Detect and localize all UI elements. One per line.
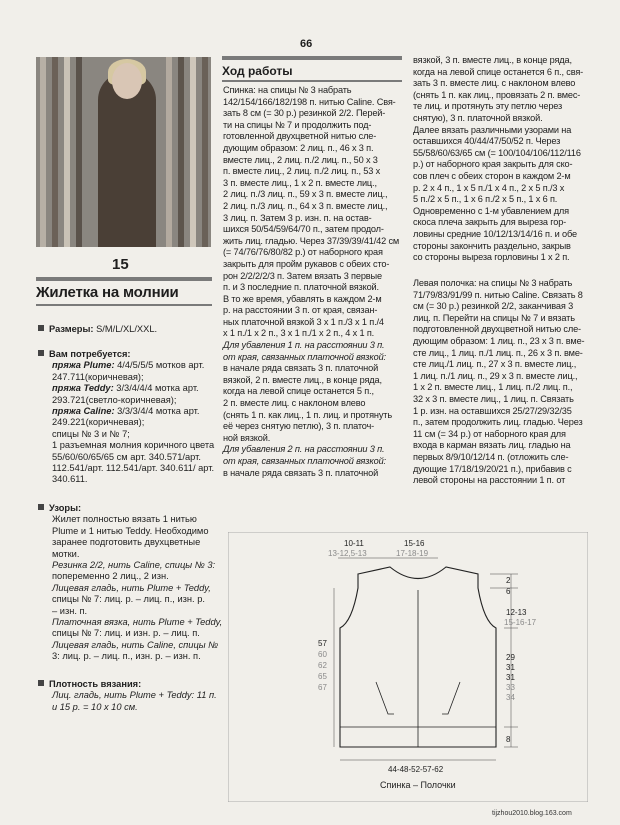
text-line: закрыть для пройм рукавов с обеих сто- — [223, 258, 390, 269]
dim-left-value: 60 — [318, 650, 327, 659]
text-line: 3: лиц. р. – лиц. п., изн. р. – изн. п. — [52, 651, 201, 662]
text-line: (= 74/76/76/80/82 р.) от наборного края — [223, 247, 383, 258]
text-line: Plume и 1 нитью Teddy. Необходимо — [52, 525, 209, 536]
text-line: когда на левой спице останется 5 п., — [223, 386, 374, 397]
dim-right-4-value: 31 — [506, 673, 515, 682]
text-line: мотки. — [52, 548, 80, 559]
bullet-square-icon — [38, 325, 44, 331]
dim-right-5: 8 — [506, 735, 511, 744]
text-line: скоса плеча закрыть для выреза гор- — [413, 217, 567, 228]
density-label: Плотность вязания: — [49, 679, 142, 689]
sizes-value: S/M/L/XL/XXL. — [96, 324, 158, 334]
text-line: р. на расстоянии 3 п. от края, связан- — [223, 305, 378, 316]
text-line: 5 п./2 х 5 п., 1 х 6 п./2 х 5 п., 1 х 6 п. — [413, 194, 558, 205]
dim-right-3: 12-13 — [506, 608, 527, 617]
text-line: 142/154/166/182/198 п. нитью Caline. Свя- — [223, 96, 396, 107]
patterns-label: Узоры: — [49, 503, 82, 513]
material-text: 293.721(светло-коричневая); — [52, 394, 177, 405]
material-line — [52, 474, 224, 485]
bullet-square-icon — [38, 680, 44, 686]
bullet-square-icon — [38, 504, 44, 510]
text-line: 71/79/83/91/99 п. нитью Caline. Связать 8 — [413, 289, 583, 300]
text-line: те лиц. и протянуть эту петлю через — [413, 101, 563, 112]
text-line: когда на левой спице останется 6 п., свя- — [413, 66, 584, 77]
text-line: спицы № 7: лиц. и изн. р. – лиц. п. — [52, 628, 200, 639]
text-line: подготовленной двухцветной нитью сле- — [413, 324, 581, 335]
yarn-name: пряжа Plume: — [52, 360, 115, 371]
text-line: п., затем продолжить лиц. гладью. Через — [413, 417, 583, 428]
text-line: левой стороны на расстоянии 1 п. от — [413, 475, 566, 486]
density-section — [38, 679, 224, 713]
yarn-name: пряжа Teddy: — [52, 383, 114, 394]
material-text: 249.221(коричневая); — [52, 417, 145, 428]
material-text: спицы № 3 и № 7; — [52, 428, 130, 439]
patterns-section — [38, 503, 224, 663]
text-line: зать 3 п. вместе лиц. с наклоном влево — [413, 78, 576, 89]
text-line: ти на спицы № 7 и продолжить под- — [223, 119, 372, 130]
instructions-column-right-b — [413, 278, 603, 487]
text-line: см (= 30 р.) резинкой 2/2, заканчивая 3 — [413, 301, 574, 312]
page-number: 66 — [300, 38, 313, 50]
text-line: дующие 17/18/19/20/21 п.), прибавив с — [413, 463, 572, 474]
sizes-label: Размеры: — [49, 324, 94, 334]
text-line: Левая полочка: на спицы № 3 набрать — [413, 278, 573, 288]
text-line: Платочная вязка, нить Plume + Teddy, — [52, 617, 223, 628]
text-line: ных платочной вязкой 3 х 1 п./3 х 1 п./4 — [223, 316, 384, 327]
dim-neck-2: 17-18-19 — [396, 549, 429, 558]
dim-left-value: 57 — [318, 639, 327, 648]
dim-right-3b: 15-16-17 — [504, 618, 537, 627]
text-line: Спинка: на спицы № 3 набрать — [223, 85, 352, 95]
text-line: жить лиц. гладью. Через 37/39/39/41/42 см — [223, 235, 400, 246]
text-line: вместе лиц., 2 лиц. п./2 лиц. п., 50 х 3 — [223, 154, 378, 165]
text-line: – изн. п. — [52, 605, 88, 616]
section-heading: Ход работы — [222, 64, 293, 78]
material-line — [52, 360, 224, 371]
material-text: 340.611. — [52, 474, 88, 485]
footer-url: tijzhou2010.blog.163.com — [492, 810, 572, 817]
text-line: её через снятую петлю), 3 п. платоч- — [223, 421, 375, 432]
text-line: готовленной двухцветной нитью сле- — [223, 131, 377, 142]
text-line: дующим образом: 2 лиц. п., 46 х 3 п. — [223, 142, 374, 153]
text-line: п. и 3 последние п. платочной вязкой. — [223, 282, 379, 293]
text-line: р.) от наборного края закрыть для ско- — [413, 159, 573, 170]
text-line: п. вместе лиц., 2 лиц. п./2 лиц. п., 53 х — [223, 166, 381, 177]
density-list — [38, 690, 224, 713]
materials-list — [38, 360, 224, 485]
text-line: от края, связанных платочной вязкой: — [223, 456, 386, 466]
text-line: зать 8 см (= 30 р.) резинкой 2/2. Перей- — [223, 108, 386, 119]
title-rule-top — [36, 277, 212, 281]
material-text: 247.711(коричневая); — [52, 371, 144, 382]
text-line: дующим образом: 1 лиц. п., 23 х 3 п. вме- — [413, 335, 585, 346]
dim-right-1: 2 — [506, 576, 511, 585]
page-title: Жилетка на молнии — [36, 284, 179, 301]
material-line — [52, 417, 224, 428]
materials-label: Вам потребуется: — [49, 349, 131, 359]
instructions-column-right-a — [413, 55, 603, 264]
text-line: Лицевая гладь, нить Caline, спицы № — [52, 639, 219, 650]
patterns-list — [38, 514, 224, 662]
dim-right-4 — [506, 653, 515, 702]
dim-left-value: 62 — [318, 661, 327, 670]
text-line: 2 п. вместе лиц. с наклоном влево — [223, 398, 366, 409]
text-line: 32 х 3 п. вместе лиц., 1 лиц. п. Связать — [413, 393, 574, 404]
text-line: входа в карман вязать лиц. гладью на — [413, 440, 571, 451]
text-line: в начале ряда связать 3 п. платочной — [223, 467, 379, 478]
bullet-square-icon — [38, 350, 44, 356]
material-text: 1 разъемная молния коричного цвета — [52, 440, 215, 451]
text-line: Для убавления 2 п. на расстоянии 3 п. — [223, 444, 385, 455]
text-line: снятую), 3 п. платочной вязкой. — [413, 112, 543, 123]
text-line: 1 лиц. п./1 лиц. п., 29 х 3 п. вместе лиц., — [413, 370, 578, 381]
text-line: 1 р. изн. на оставшихся 25/27/29/32/35 — [413, 405, 572, 416]
text-line: в начале ряда связать 3 п. платочной — [223, 363, 379, 374]
dim-left — [318, 639, 327, 692]
dim-bottom: 44-48-52-57-62 — [388, 765, 444, 774]
text-line: вязкой, 3 п. вместе лиц., в конце ряда, — [413, 55, 572, 65]
text-line: 55/58/60/63/65 см (= 100/104/106/112/116 — [413, 147, 581, 158]
schematic-diagram — [228, 532, 588, 802]
text-line: х 1 п./1 х 2 п., 3 х 1 п./1 х 2 п., 4 х 1 п. — [223, 328, 375, 339]
text-line: Для убавления 1 п. на расстоянии 3 п. — [223, 340, 385, 351]
text-line: ловины средние 10/12/13/14/16 п. и обе — [413, 228, 577, 239]
text-line: 3 п. вместе лиц., 1 х 2 п. вместе лиц., — [223, 177, 377, 188]
text-line: оставшихся 40/44/47/50/52 п. Через — [413, 136, 561, 147]
text-line: сов плеч с обеих сторон в каждом 2-м — [413, 170, 571, 181]
text-line: Одновременно с 1-м убавлением для — [413, 205, 569, 216]
dim-left-value: 65 — [318, 672, 327, 681]
text-line: сте лиц., 1 лиц. п./1 лиц. п., 26 х 3 п. вме- — [413, 347, 583, 358]
text-line: вязкой, 2 п. вместе лиц., в конце ряда, — [223, 374, 382, 385]
instructions-column-middle — [223, 85, 409, 479]
text-line: сте лиц./1 лиц. п., 27 х 3 п. вместе лиц., — [413, 359, 577, 370]
text-line: ной вязкой. — [223, 432, 271, 443]
material-line — [52, 463, 224, 474]
text-line: Жилет полностью вязать 1 нитью — [52, 514, 197, 525]
text-line: и 15 р. = 10 х 10 см. — [52, 701, 138, 712]
text-line: лиц. п. Перейти на спицы № 7 и вязать — [413, 312, 575, 323]
material-text: 3/3/4/4/4 мотка арт. — [113, 383, 199, 394]
text-line: 3 лиц. п. Затем 3 р. изн. п. на остав- — [223, 212, 372, 223]
title-rule-bottom — [36, 304, 212, 306]
material-line — [52, 383, 224, 394]
dim-right-4-value: 34 — [506, 693, 515, 702]
material-line — [52, 452, 224, 463]
dim-neck: 15-16 — [404, 539, 425, 548]
text-line: (снять 1 п. как лиц., провязать 2 п. вмес- — [413, 89, 581, 100]
text-line: 2 лиц. п./3 лиц. п., 64 х 3 п. вместе лиц., — [223, 200, 388, 211]
material-text: 55/60/60/65/65 см арт. 340.571/арт. — [52, 451, 201, 462]
text-line: (снять 1 п. как лиц., 1 п. лиц. и протянуть — [223, 409, 392, 420]
section-rule-bottom — [222, 80, 402, 82]
text-line: р. 2 х 4 п., 1 х 5 п./1 х 4 п., 2 х 5 п./3 х — [413, 182, 565, 193]
dim-right-4-value: 31 — [506, 663, 515, 672]
material-line — [52, 429, 224, 440]
text-line: спицы № 7: лиц. р. – лиц. п., изн. р. — [52, 594, 205, 605]
diagram-caption: Спинка – Полочки — [380, 780, 456, 790]
section-rule-top — [222, 56, 402, 60]
text-line: попеременно 2 лиц., 2 изн. — [52, 571, 169, 582]
text-line: В то же время, убавлять в каждом 2-м — [223, 293, 382, 304]
text-line: Резинка 2/2, нить Caline, спицы № 3: — [52, 560, 216, 571]
material-text: 3/3/3/4/4 мотка арт. — [114, 406, 200, 417]
text-line: Лицевая гладь, нить Plume + Teddy, — [52, 582, 211, 593]
material-line — [52, 395, 224, 406]
text-line: шихся 50/54/59/64/70 п., затем продол- — [223, 224, 384, 235]
text-line: заранее подготовить двухцветные — [52, 537, 201, 548]
text-line: 2 лиц. п./3 лиц. п., 59 х 3 п. вместе лиц., — [223, 189, 388, 200]
text-line: стороны закончить раздельно, закрыв — [413, 240, 571, 251]
text-line: первых 8/9/10/12/14 п. (отложить сле- — [413, 451, 569, 462]
yarn-name: пряжа Caline: — [52, 406, 115, 417]
dim-shoulder-2: 13-12,5-13 — [328, 549, 367, 558]
dim-left-value: 67 — [318, 683, 327, 692]
text-line: 1 х 2 п. вместе лиц., 1 лиц. п./2 лиц. п., — [413, 382, 573, 393]
dim-right-2: 6 — [506, 587, 511, 596]
dim-shoulder: 10-11 — [344, 539, 364, 548]
material-text: 4/4/5/5/5 мотков арт. — [114, 360, 205, 371]
material-line — [52, 406, 224, 417]
materials-section — [38, 349, 224, 486]
material-text: 112.541/арт. 112.541/арт. 340.611/ арт. — [52, 463, 215, 474]
material-line — [52, 372, 224, 383]
text-line: от края, связанных платочной вязкой: — [223, 351, 386, 362]
dim-right-4-value: 29 — [506, 653, 515, 662]
model-photo — [36, 57, 211, 247]
model-number: 15 — [112, 256, 129, 273]
material-line — [52, 440, 224, 451]
dim-right-4-value: 33 — [506, 683, 515, 692]
text-line: 11 см (= 34 р.) от наборного края для — [413, 428, 566, 439]
text-line: со стороны выреза горловины 1 х 2 п. — [413, 252, 570, 263]
text-line: Далее вязать различными узорами на — [413, 124, 572, 135]
text-line: рон 2/2/2/2/3 п. Затем вязать 3 первые — [223, 270, 382, 281]
sizes-section — [38, 324, 220, 335]
text-line: Лиц. гладь, нить Plume + Teddy: 11 п. — [52, 690, 217, 701]
